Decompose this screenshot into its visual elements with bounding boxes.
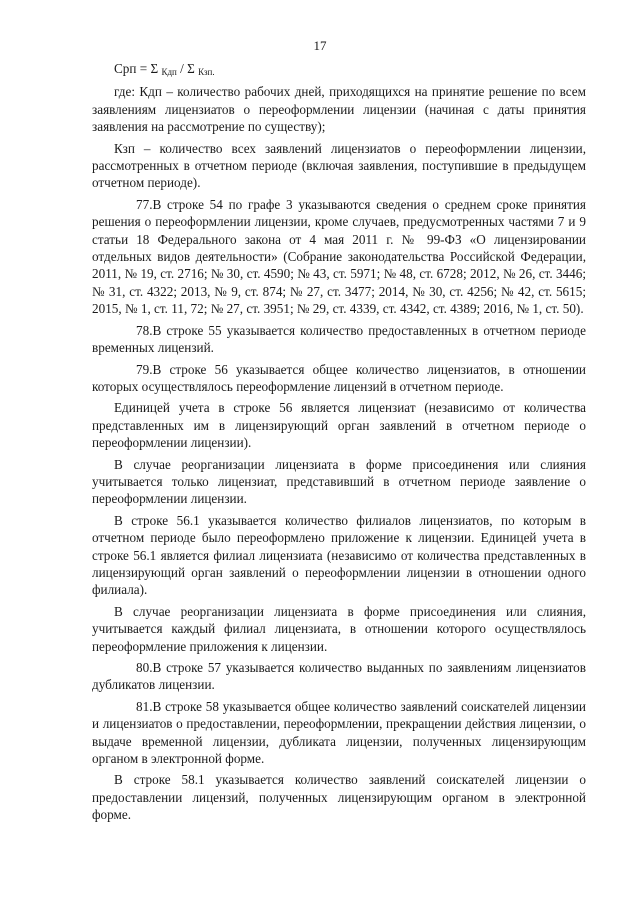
paragraph-text: Кзп – количество всех заявлений лицензиатов о переоформлении лицензии, рассмотренных в отчетном периоде (включая заявления, поступившие в предыдущем отчетном периоде). [92,140,586,191]
paragraph-number: 81. [136,698,153,714]
paragraph [92,771,586,823]
paragraph-text: В строке 54 по графе 3 указываются сведения о среднем сроке принятия решения о переоформлении лицензии, кроме случаев, предусмотренных частями 7 и 9 статьи 18 Федерального закона от 4 мая 2011 г. № 99-ФЗ «О лицензировании отдельных видов деятельности» (Собрание законодательства Российской Федерации, 2011, № 19, ст. 2716; № 30, ст. 4590; № 43, ст. 5971; № 48, ст. 6728; 2012, № 26, ст. 3446; № 31, ст. 4322; 2013, № 9, ст. 874; № 27, ст. 3477; 2014, № 30, ст. 4256; № 42, ст. 5615; 2015, № 1, ст. 11, 72; № 27, ст. 3951; № 29, ст. 4339, ст. 4342, ст. 4389; 2016, № 1, ст. 50). [92,196,586,317]
paragraph-78 [92,322,586,357]
formula-line [92,60,586,81]
formula-sub-kdp: Кдп [161,67,177,77]
formula-lhs: Cрп = Σ [114,61,162,76]
page-number: 17 [313,38,327,53]
paragraph-text: В строке 55 указывается количество предоставленных в отчетном периоде временных лицензий. [92,322,586,356]
paragraph [92,140,586,192]
paragraph-number: 80. [136,660,153,675]
paragraph-number: 77. [136,196,153,212]
formula-sub-kzp: Кзп. [198,67,215,77]
paragraph-number: 79. [136,361,153,377]
paragraph [92,512,586,599]
paragraph [92,399,586,451]
paragraph-text: Единицей учета в строке 56 является лицензиат (независимо от количества представленных им в лицензирующий орган заявлений в отчетном периоде о переоформлении лицензии). [92,400,586,451]
paragraph-text: В строке 56 указывается общее количество лицензиатов, в отношении которых осуществлялось переоформление лицензий в отчетном периоде. [92,361,586,394]
paragraph-number: 78. [136,322,153,338]
paragraph-text: В строке 56.1 указывается количество филиалов лицензиатов, по которым в отчетном периоде было переоформлено приложение к лицензии. Единицей учета в строке 56.1 является филиал лицензиата (независимо от количества представленных в лицензирующий орган заявлений о переоформлении лицензии в отношении одного филиала). [92,512,586,598]
paragraph [92,603,586,655]
formula-mid: / Σ [176,61,199,76]
paragraph-79 [92,361,586,396]
paragraph-text: В строке 58 указывается общее количество заявлений соискателей лицензии и лицензиатов о предоставлении, переоформлении, прекращении действия лицензии, о выдаче временной лицензии, дубликата лицензии, полученных лицензирующим органом в электронной форме. [92,698,586,767]
paragraph-80 [92,659,586,694]
paragraph [92,456,586,508]
paragraph-text: В строке 58.1 указывается количество заявлений соискателей лицензии о предоставлении лицензий, полученных лицензирующим органом в электронной форме. [92,772,586,823]
document-body [92,60,586,828]
paragraph-text: В случае реорганизации лицензиата в форме присоединения или слияния учитывается только лицензиат, представивший в отчетном периоде заявление о переоформлении лицензии. [92,456,586,507]
paragraph-81 [92,698,586,768]
paragraph [92,83,586,135]
paragraph-text: В строке 57 указывается количество выданных по заявлениям лицензиатов дубликатов лицензии. [92,660,586,693]
paragraph-text: где: Кдп – количество рабочих дней, приходящихся на принятие решение по всем заявлениям лицензиатов о переоформлении лицензии (начиная с даты принятия заявления на рассмотрение по существу); [92,84,586,135]
paragraph-text: В случае реорганизации лицензиата в форме присоединения или слияния, учитывается каждый филиал лицензиата, в отношении которого осуществлялось переоформление приложения к лицензии. [92,603,586,654]
paragraph-77 [92,196,586,318]
